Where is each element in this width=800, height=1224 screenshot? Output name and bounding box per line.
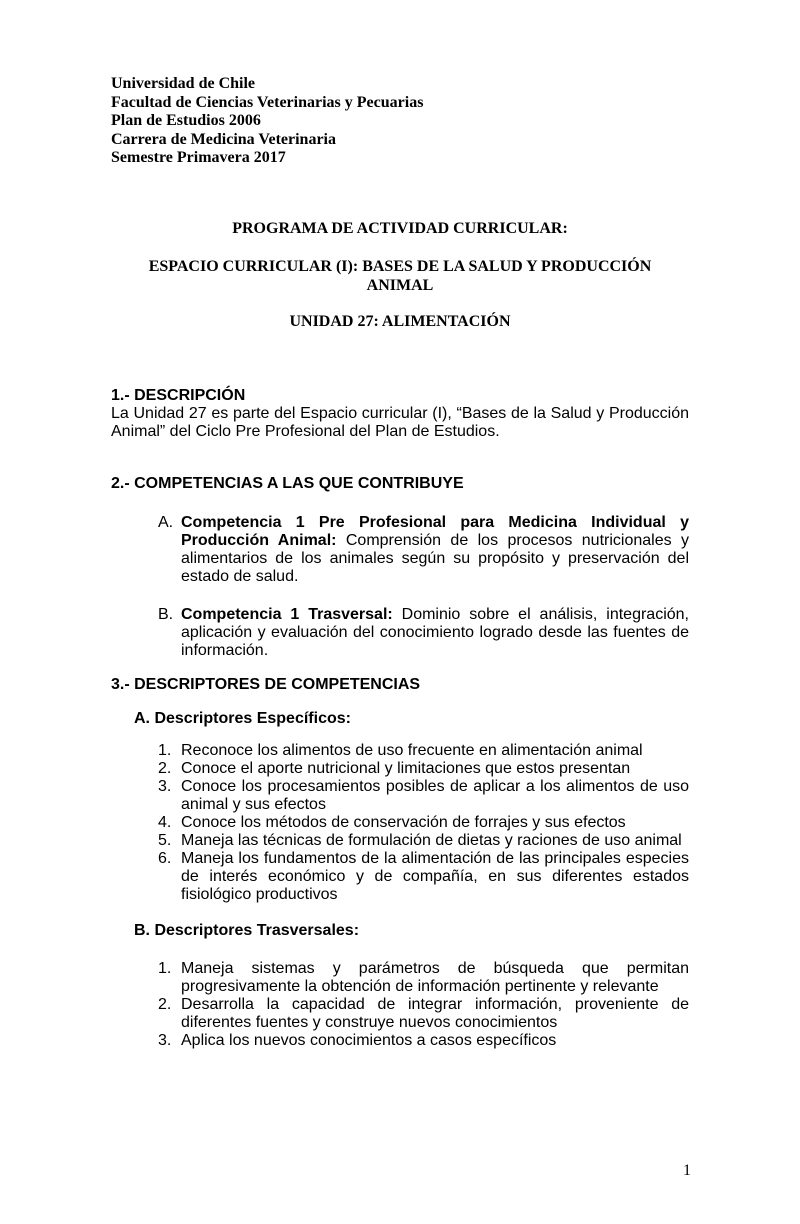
item-text: Desarrolla la capacidad de integrar información, proveniente de diferentes fuentes y construye nuevos conocimientos — [181, 996, 689, 1031]
section-competencias — [111, 475, 689, 660]
item-text: Maneja los fundamentos de la alimentación de las principales especies de interés económico y de compañía, en sus diferentes estados fisiológico productivos — [181, 850, 689, 903]
list-item: 6. Maneja los fundamentos de la alimentación de las principales especies de interés económico y de compañía, en sus diferentes estados fisiológico productivos — [158, 850, 689, 903]
section-heading: 3.- DESCRIPTORES DE COMPETENCIAS — [111, 676, 421, 693]
item-text: Maneja las técnicas de formulación de dietas y raciones de uso animal — [181, 832, 682, 849]
section-text: La Unidad 27 es parte del Espacio curricular (I), “Bases de la Salud y Producción Animal” del Ciclo Pre Profesional del Plan de Estudios. — [111, 405, 689, 440]
item-text: Conoce los procesamientos posibles de aplicar a los alimentos de uso animal y sus efectos — [181, 778, 689, 813]
item-bold: Competencia 1 Pre Profesional para Medicina Individual y Producción Animal: — [181, 514, 689, 549]
page-number: 1 — [683, 1162, 691, 1179]
list-item: 1. Maneja sistemas y parámetros de búsqueda que permitan progresivamente la obtención de información pertinente y relevante — [158, 960, 689, 995]
header-line: Universidad de Chile — [111, 75, 256, 92]
header-line: Carrera de Medicina Veterinaria — [111, 130, 336, 148]
header-line: Plan de Estudios 2006 — [111, 112, 261, 129]
list-item: 5. Maneja las técnicas de formulación de dietas y raciones de uso animal — [158, 832, 682, 849]
descriptores-trasversales-list — [111, 960, 689, 1050]
list-item: 2. Conoce el aporte nutricional y limitaciones que estos presentan — [158, 760, 631, 777]
list-item: 3. Aplica los nuevos conocimientos a casos específicos — [158, 1032, 557, 1049]
list-item: 2. Desarrolla la capacidad de integrar información, proveniente de diferentes fuentes y construye nuevos conocimientos — [158, 996, 689, 1031]
descriptores-especificos-list — [111, 742, 689, 904]
unidad-title: UNIDAD 27: ALIMENTACIÓN — [289, 313, 511, 330]
subsection-heading: A. Descriptores Específicos: — [134, 710, 351, 727]
competencia-item — [111, 514, 689, 586]
header-line: Semestre Primavera 2017 — [111, 149, 286, 166]
item-text: Conoce los métodos de conservación de forrajes y sus efectos — [181, 814, 626, 831]
subsection-heading: B. Descriptores Trasversales: — [134, 922, 360, 939]
section-descriptores — [111, 676, 689, 1050]
espacio-title: ESPACIO CURRICULAR (I): BASES DE LA SALUD Y PRODUCCIÓN ANIMAL — [148, 258, 652, 294]
item-text: Aplica los nuevos conocimientos a casos específicos — [181, 1032, 557, 1049]
header-line: Facultad de Ciencias Veterinarias y Pecuarias — [111, 93, 424, 111]
section-heading: 2.- COMPETENCIAS A LAS QUE CONTRIBUYE — [111, 475, 464, 492]
list-item: 3. Conoce los procesamientos posibles de aplicar a los alimentos de uso animal y sus efectos — [158, 778, 689, 813]
list-item: 1. Reconoce los alimentos de uso frecuente en alimentación animal — [158, 742, 643, 759]
section-heading: 1.- DESCRIPCIÓN — [111, 387, 246, 404]
item-bold: Competencia 1 Trasversal: — [181, 606, 393, 623]
item-text: Reconoce los alimentos de uso frecuente en alimentación animal — [181, 742, 643, 759]
section-descripcion — [111, 387, 689, 441]
item-text: Maneja sistemas y parámetros de búsqueda que permitan progresivamente la obtención de información pertinente y relevante — [181, 960, 689, 995]
item-marker: A. — [158, 514, 174, 531]
item-marker: B. — [158, 606, 174, 623]
item-text: Comprensión de los procesos nutricionales y alimentarios de los animales según su propósito y preservación del estado de salud. — [181, 532, 690, 585]
list-item: 4. Conoce los métodos de conservación de forrajes y sus efectos — [158, 814, 626, 831]
item-text: Conoce el aporte nutricional y limitaciones que estos presentan — [181, 760, 631, 777]
item-text: Dominio sobre el análisis, integración, aplicación y evaluación del conocimiento logrado desde las fuentes de información. — [181, 606, 689, 659]
document-title: PROGRAMA DE ACTIVIDAD CURRICULAR: — [232, 220, 568, 237]
institution-header — [111, 75, 689, 168]
competencia-item — [111, 606, 689, 660]
